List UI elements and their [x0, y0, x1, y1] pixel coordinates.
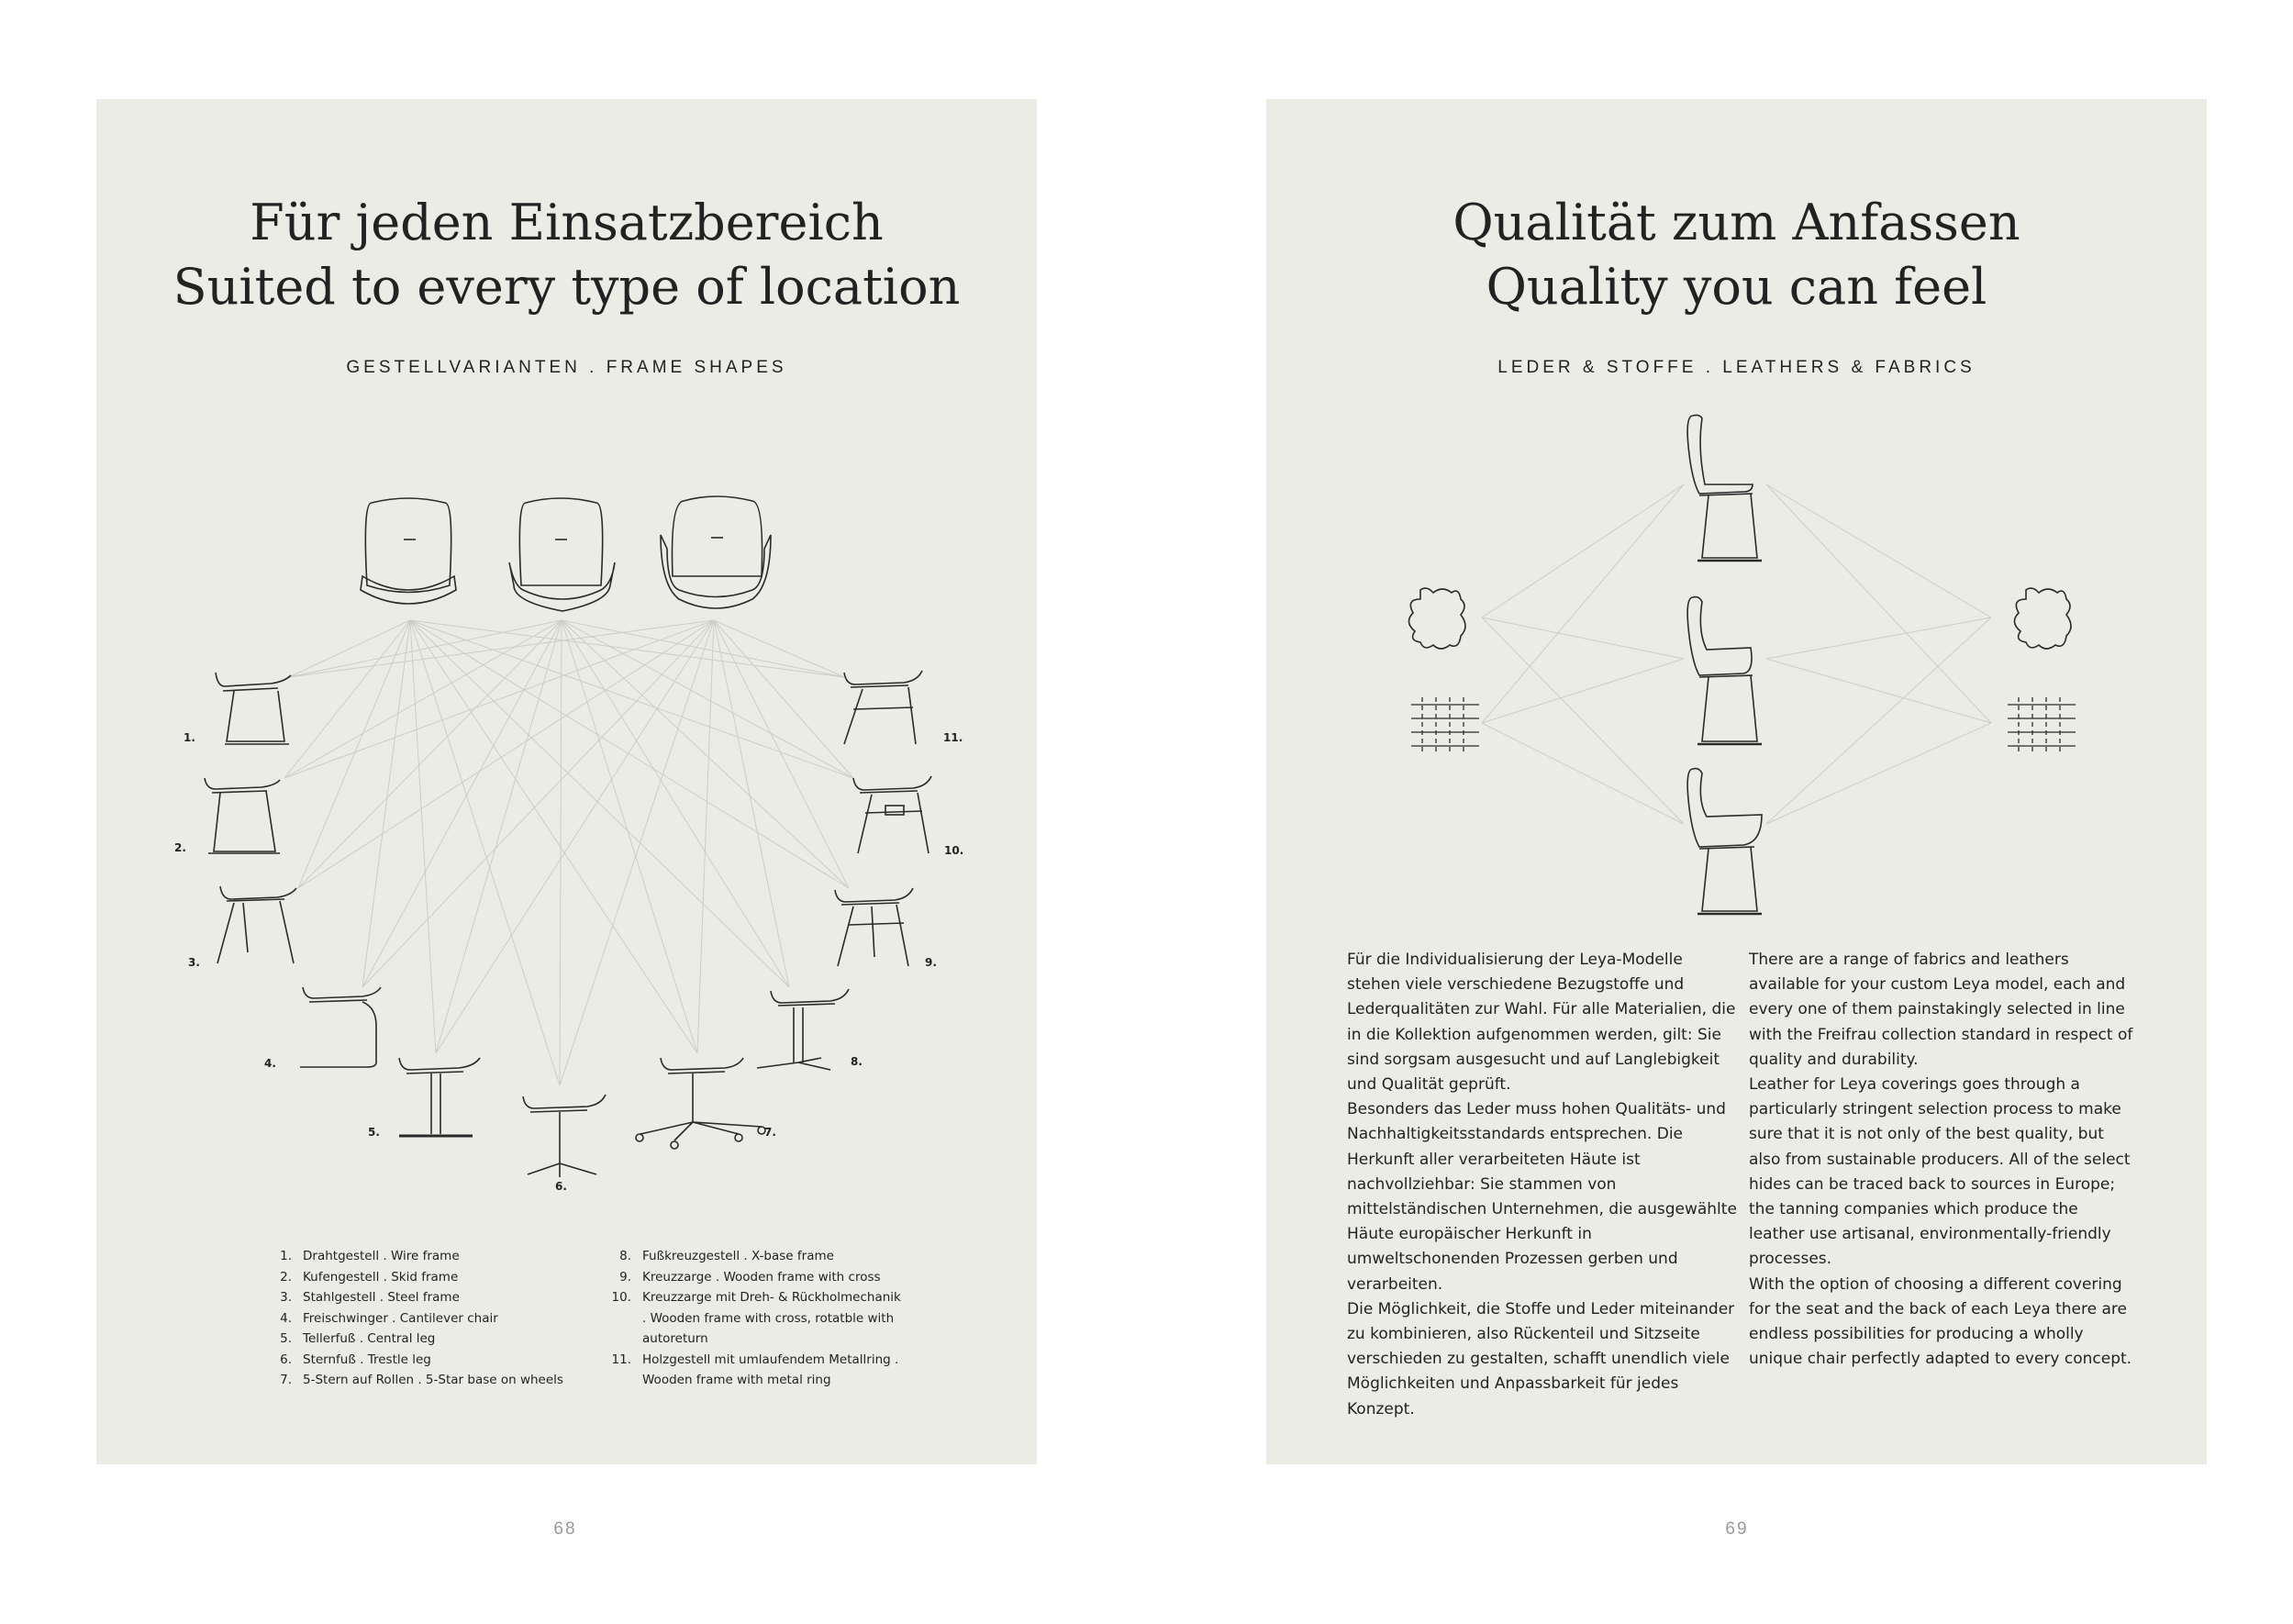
connection-lines: [284, 620, 853, 1085]
frame-number: 5.: [368, 1126, 380, 1139]
shell-side-chair-icon: [361, 498, 456, 604]
connection-line: [697, 620, 714, 1053]
connection-line: [714, 620, 789, 987]
legend-left-column: [266, 1246, 578, 1391]
connection-lines: [1482, 484, 1991, 824]
connection-line: [284, 620, 410, 778]
leather-hide-icon-left: [1408, 588, 1465, 649]
title-german: Qualität zum Anfassen: [1453, 194, 2020, 251]
connection-line: [1482, 484, 1684, 723]
connection-line: [410, 620, 853, 778]
title-english: Quality you can feel: [1486, 258, 1987, 316]
legend-item: 6. Sternfuß . Trestle leg: [280, 1351, 431, 1367]
chair-side-view-2-icon: [1687, 597, 1762, 744]
legend-item: 2. Kufengestell . Skid frame: [280, 1269, 459, 1285]
right-page-subtitle: LEDER & STOFFE . LEATHERS & FABRICS: [1497, 358, 1976, 377]
connection-line: [410, 620, 560, 1085]
legend-item: 10. Kreuzzarge mit Dreh- & Rückholmechanik . Wooden frame with cross, rotatble with autoreturn: [611, 1290, 901, 1346]
paragraph: Die Möglichkeit, die Stoffe und Leder miteinander zu kombinieren, also Rückenteil und Sitzseite verschieden zu gestalten, schafft unendlich viele Möglichkeiten und Anpassbarkeit für jedes Konzept.: [1347, 1299, 1735, 1418]
page-number-left: 68: [553, 1519, 577, 1539]
frame-8-x-base-icon: [757, 989, 849, 1070]
paragraph: Besonders das Leder muss hohen Qualitäts- und Nachhaltigkeitsstandards entsprechen. Die Herkunft aller verarbeiteten Häute ist nachvollziehbar: Sie stammen von mittelständischen Unternehmen, die ausgewählte Häute europäischer Herkunft in umweltschonenden Prozessen gerben und verarbeiten.: [1347, 1100, 1737, 1294]
frame-4-cantilever-icon: [300, 987, 381, 1067]
connection-line: [1766, 484, 1991, 617]
chair-side-view-3-icon: [1687, 769, 1762, 914]
frame-number: 2.: [174, 841, 186, 854]
frame-5-central-leg-icon: [399, 1058, 480, 1136]
legend-item: 7. 5-Stern auf Rollen . 5-Star base on wheels: [280, 1373, 563, 1387]
connection-line: [562, 620, 853, 778]
page-number-right: 69: [1725, 1519, 1749, 1539]
leather-hide-icon-right: [2014, 588, 2071, 649]
connection-line: [1766, 723, 1991, 824]
paragraph: Für die Individualisierung der Leya-Modelle stehen viele verschiedene Bezugstoffe und Lederqualitäten zur Wahl. Für alle Materialien, die in die Kollektion aufgenommen werden, gilt: Sie sind sorgsam ausgesucht und auf Langlebigkeit und Qualität geprüft.: [1347, 951, 1736, 1095]
connection-line: [410, 620, 849, 888]
connection-line: [562, 620, 697, 1053]
connection-line: [714, 620, 849, 888]
connection-line: [1482, 723, 1684, 824]
frame-3-steel-icon: [217, 886, 296, 963]
shell-medium-chair-icon: [509, 498, 615, 611]
frame-number: 3.: [188, 956, 200, 969]
left-page-panel: [96, 99, 1037, 1464]
frame-number: 7.: [764, 1126, 776, 1139]
connection-line: [362, 620, 714, 987]
frame-6-trestle-icon: [523, 1095, 606, 1177]
body-text-english: [1749, 948, 2134, 1372]
frame-number: 1.: [184, 731, 195, 744]
frame-9-wooden-cross-icon: [835, 888, 913, 966]
frame-number: 11.: [943, 731, 963, 744]
frame-7-five-star-wheels-icon: [636, 1058, 765, 1149]
title-english: Suited to every type of location: [173, 258, 961, 316]
connection-line: [284, 620, 562, 778]
shell-armchair-icon: [661, 496, 771, 608]
chair-side-view-1-icon: [1687, 415, 1762, 561]
right-page-panel: [1266, 99, 2207, 1464]
paragraph: Leather for Leya coverings goes through a particularly stringent selection process to make sure that it is not only of the best quality, but also from sustainable producers. All of the select hides can be traced back to sources in Europe; the tanning companies which produce the leather use artisanal, environmentally-friendly processes.: [1749, 1075, 2131, 1269]
frame-number: 10.: [944, 844, 964, 857]
body-text-german: [1347, 948, 1737, 1422]
connection-line: [410, 620, 436, 1053]
paragraph: There are a range of fabrics and leathers available for your custom Leya model, each and every one of them painstakingly selected in line with the Freifrau collection standard in respect of quality and durability.: [1749, 951, 2133, 1069]
connection-line: [562, 620, 844, 677]
frame-number: 8.: [851, 1055, 863, 1068]
frame-number: 9.: [925, 956, 937, 969]
connection-line: [560, 620, 562, 1085]
connection-line: [436, 620, 562, 1053]
legend-item: 3. Stahlgestell . Steel frame: [280, 1290, 460, 1305]
fabric-weave-icon-left: [1411, 697, 1479, 752]
legend-item: 1. Drahtgestell . Wire frame: [280, 1249, 460, 1263]
left-page-subtitle: GESTELLVARIANTEN . FRAME SHAPES: [346, 358, 787, 377]
title-german: Für jeden Einsatzbereich: [250, 194, 884, 251]
connection-line: [714, 620, 853, 778]
legend-item: 11. Holzgestell mit umlaufendem Metallring . Wooden frame with metal ring: [611, 1351, 899, 1387]
connection-line: [410, 620, 697, 1053]
connection-line: [362, 620, 410, 987]
frame-number: 4.: [264, 1057, 276, 1070]
legend-item: 8. Fußkreuzgestell . X-base frame: [619, 1249, 834, 1263]
legend-item: 9. Kreuzzarge . Wooden frame with cross: [619, 1269, 881, 1285]
connection-line: [1482, 484, 1684, 617]
connection-line: [1766, 617, 1991, 824]
connection-line: [298, 620, 410, 888]
frame-number: 6.: [555, 1180, 567, 1193]
connection-line: [1766, 484, 1991, 723]
frame-1-wire-icon: [216, 673, 291, 744]
legend-right-column: [606, 1246, 908, 1391]
frame-2-skid-icon: [205, 778, 280, 853]
connection-line: [1482, 659, 1684, 723]
connection-line: [298, 620, 714, 888]
connection-line: [1766, 617, 1991, 659]
fabric-weave-icon-right: [2008, 697, 2076, 752]
connection-line: [1766, 659, 1991, 723]
connection-line: [1482, 617, 1684, 824]
frame-11-wooden-metal-ring-icon: [844, 671, 922, 744]
connection-line: [1482, 617, 1684, 659]
legend-item: 5. Tellerfuß . Central leg: [280, 1331, 436, 1346]
connection-line: [410, 620, 789, 987]
connection-line: [298, 620, 562, 888]
frame-10-wooden-cross-swivel-icon: [853, 776, 931, 853]
legend-item: 4. Freischwinger . Cantilever chair: [280, 1310, 498, 1326]
paragraph: With the option of choosing a different covering for the seat and the back of each Leya there are endless possibilities for producing a wholly unique chair perfectly adapted to every concept.: [1749, 1274, 2132, 1369]
